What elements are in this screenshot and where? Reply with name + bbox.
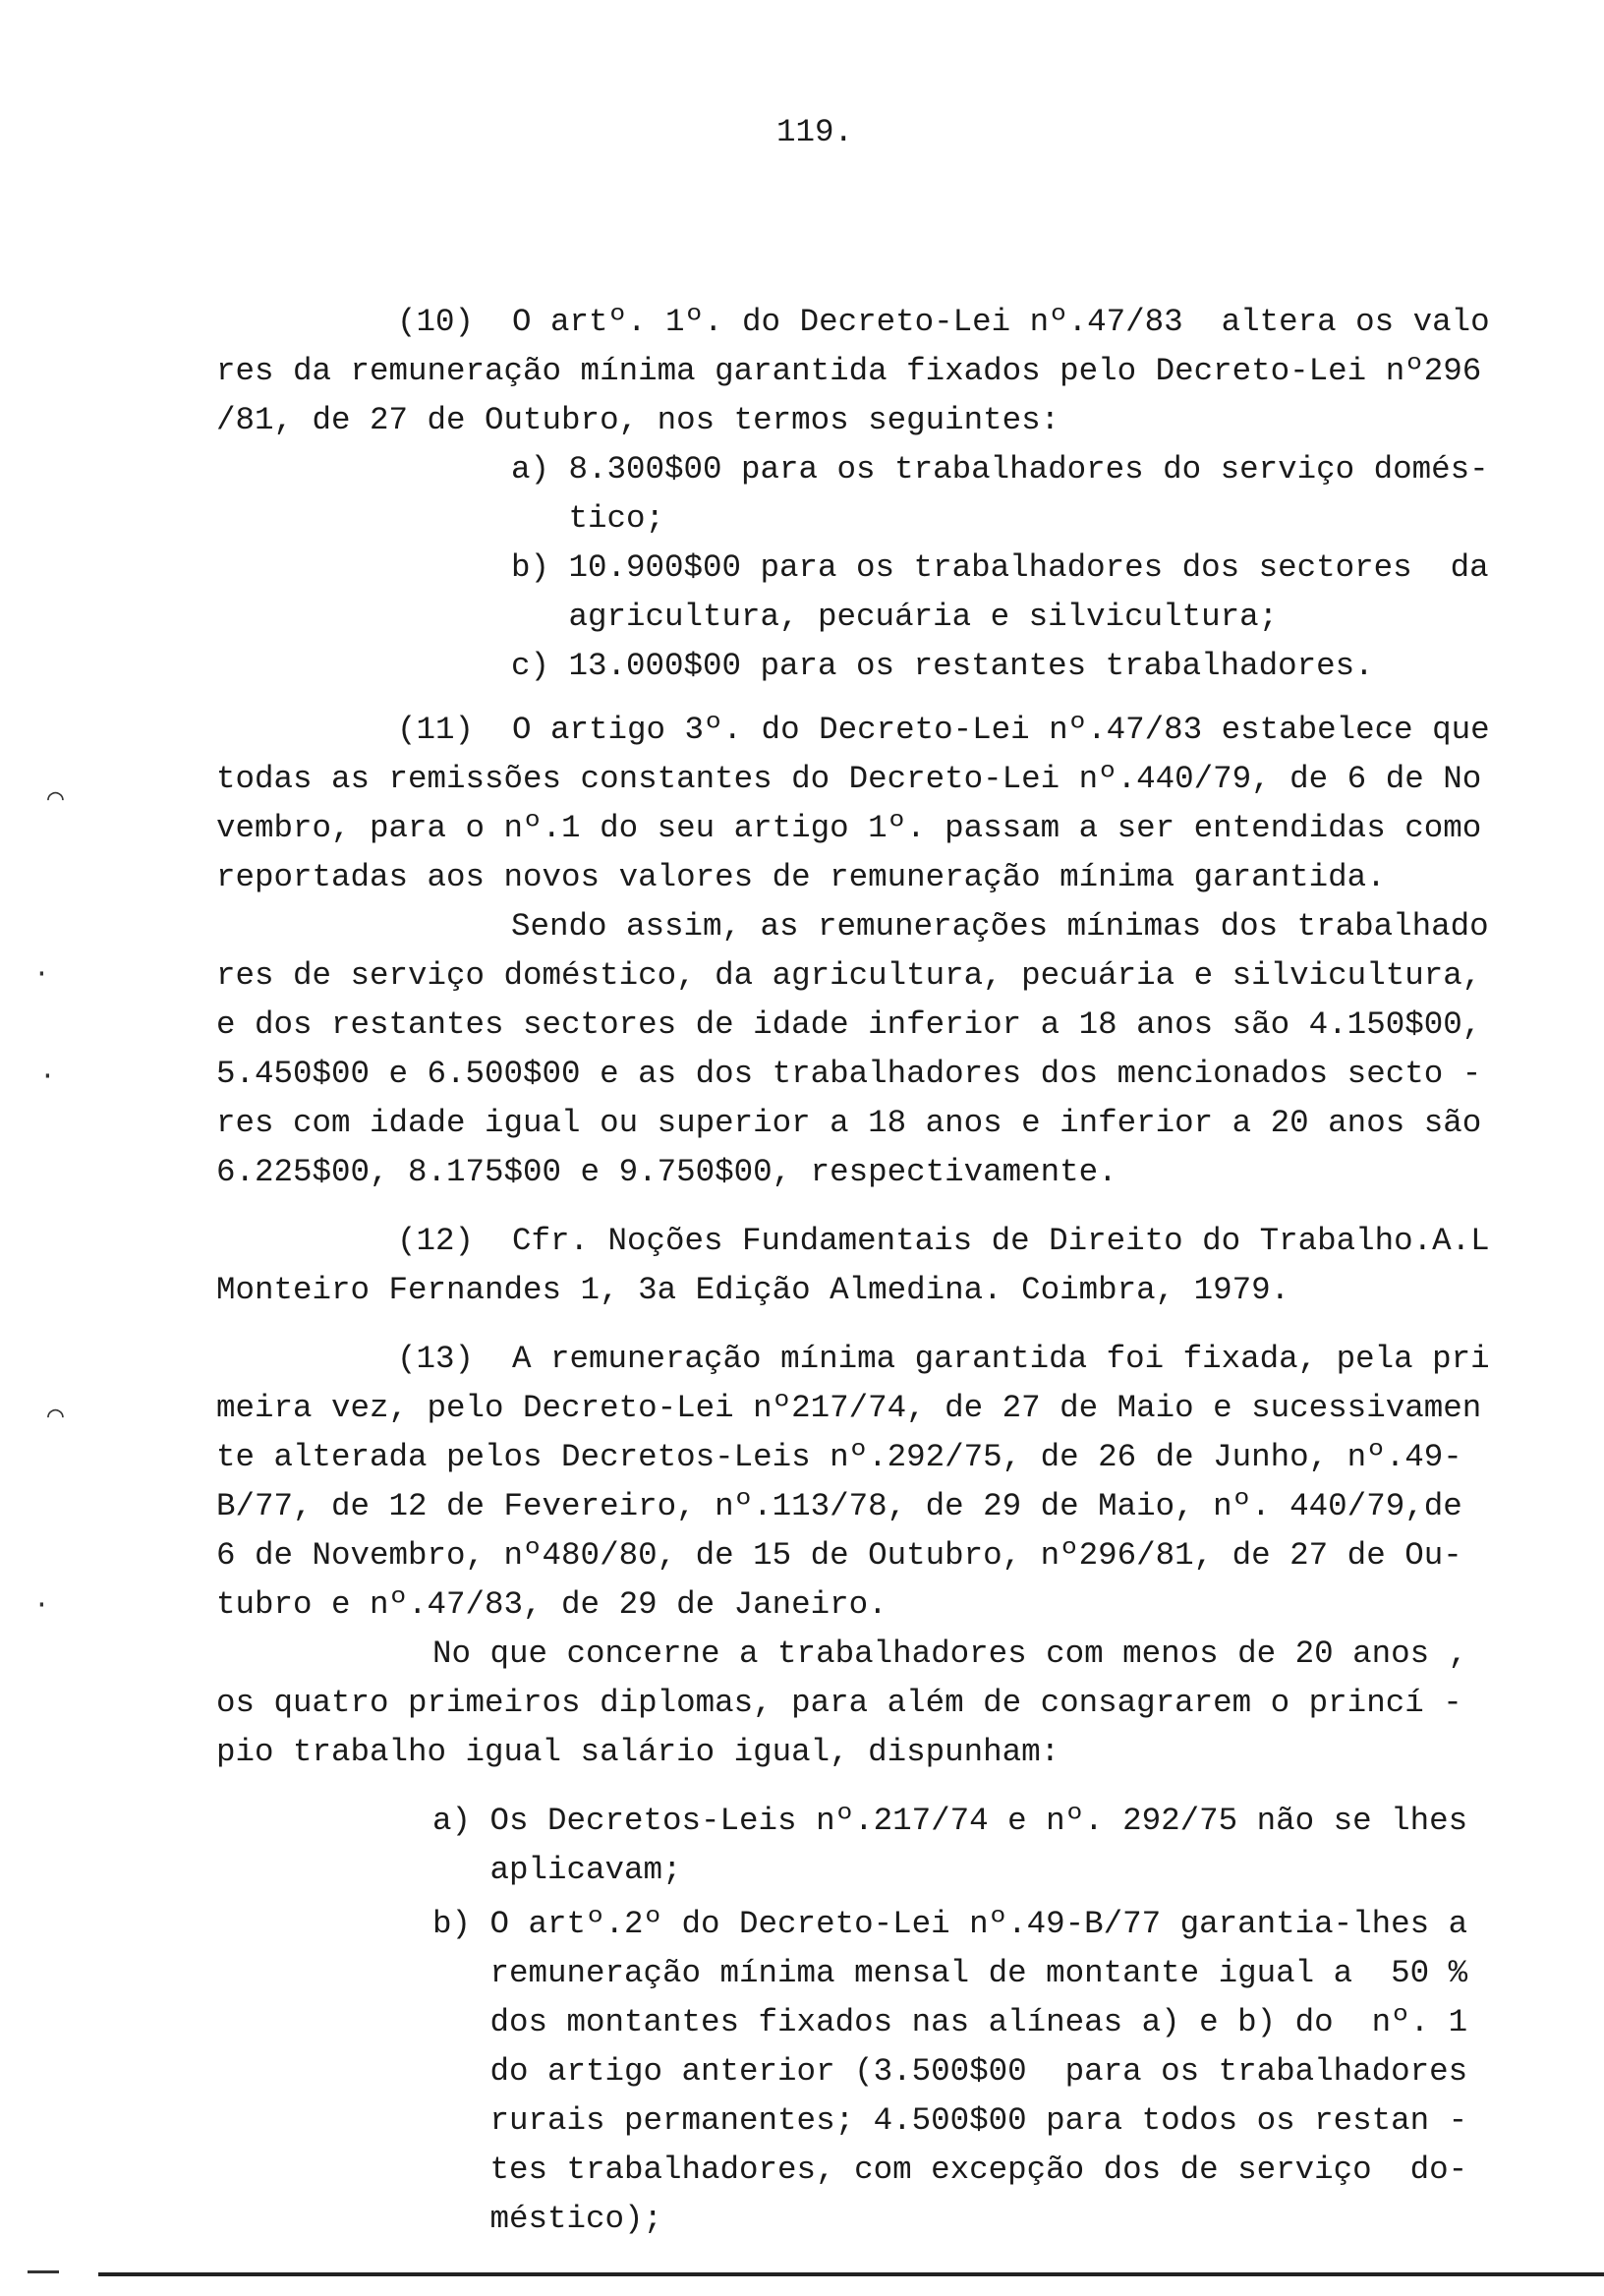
list-item-a-cont: aplicavam;: [432, 1852, 682, 1888]
text-line: os quatro primeiros diplomas, para além de consagrarem o princí -: [216, 1685, 1462, 1721]
text-line: Monteiro Fernandes 1, 3a Edição Almedina. Coimbra, 1979.: [216, 1272, 1290, 1308]
text-line: tubro e nº.47/83, de 29 de Janeiro.: [216, 1586, 888, 1623]
list-item-a: a) 8.300$00 para os trabalhadores do serviço domés-: [511, 451, 1489, 488]
footer-rule: [98, 2272, 1604, 2276]
scan-mark: ·: [39, 1062, 56, 1092]
list-item-b: b) 10.900$00 para os trabalhadores dos sectores da: [511, 549, 1489, 586]
list-item-b-cont: rurais permanentes; 4.500$00 para todos os restan -: [432, 2102, 1468, 2139]
text-line: 6.225$00, 8.175$00 e 9.750$00, respectivamente.: [216, 1154, 1117, 1190]
page-number: 119.: [776, 114, 854, 150]
scan-mark: ·: [33, 1590, 50, 1621]
list-item-a-cont: tico;: [511, 500, 665, 537]
list-item-b-cont: remuneração mínima mensal de montante igual a 50 %: [432, 1955, 1468, 1991]
text-line: res da remuneração mínima garantida fixados pelo Decreto-Lei nº296: [216, 353, 1482, 389]
text-line: meira vez, pelo Decreto-Lei nº217/74, de 27 de Maio e sucessivamen: [216, 1390, 1482, 1426]
list-item-b-cont: méstico);: [432, 2201, 663, 2237]
list-item-b-cont: tes trabalhadores, com excepção dos de serviço do-: [432, 2152, 1468, 2188]
text-line: (11) O artigo 3º. do Decreto-Lei nº.47/83 estabelece que: [397, 712, 1490, 748]
list-item-b-cont: agricultura, pecuária e silvicultura;: [511, 599, 1279, 635]
text-line: res com idade igual ou superior a 18 anos e inferior a 20 anos são: [216, 1105, 1482, 1141]
text-line: vembro, para o nº.1 do seu artigo 1º. passam a ser entendidas como: [216, 810, 1482, 846]
text-line: reportadas aos novos valores de remuneração mínima garantida.: [216, 859, 1386, 895]
text-line: Sendo assim, as remunerações mínimas dos trabalhado: [511, 908, 1489, 945]
text-line: /81, de 27 de Outubro, nos termos seguintes:: [216, 402, 1060, 438]
text-line: (10) O artº. 1º. do Decreto-Lei nº.47/83 altera os valo: [397, 304, 1490, 340]
text-line: (13) A remuneração mínima garantida foi fixada, pela pri: [397, 1341, 1490, 1377]
list-item-a: a) Os Decretos-Leis nº.217/74 e nº. 292/75 não se lhes: [432, 1803, 1468, 1839]
scan-mark: ·: [33, 959, 50, 990]
text-line: e dos restantes sectores de idade inferior a 18 anos são 4.150$00,: [216, 1006, 1482, 1043]
list-item-b-cont: dos montantes fixados nas alíneas a) e b) do nº. 1: [432, 2004, 1468, 2040]
list-item-b: b) O artº.2º do Decreto-Lei nº.49-B/77 garantia-lhes a: [432, 1906, 1468, 1942]
text-line: No que concerne a trabalhadores com menos de 20 anos ,: [432, 1636, 1468, 1672]
list-item-b-cont: do artigo anterior (3.500$00 para os trabalhadores: [432, 2053, 1468, 2090]
text-line: te alterada pelos Decretos-Leis nº.292/75, de 26 de Junho, nº.49-: [216, 1439, 1462, 1475]
footer-rule-stub: [28, 2270, 59, 2273]
scan-mark: ⌒: [47, 1402, 64, 1432]
text-line: 6 de Novembro, nº480/80, de 15 de Outubro, nº296/81, de 27 de Ou-: [216, 1537, 1462, 1574]
text-line: pio trabalho igual salário igual, dispunham:: [216, 1734, 1060, 1770]
list-item-c: c) 13.000$00 para os restantes trabalhadores.: [511, 648, 1374, 684]
text-line: 5.450$00 e 6.500$00 e as dos trabalhadores dos mencionados secto -: [216, 1056, 1482, 1092]
text-line: B/77, de 12 de Fevereiro, nº.113/78, de 29 de Maio, nº. 440/79,de: [216, 1488, 1462, 1524]
text-line: (12) Cfr. Noções Fundamentais de Direito do Trabalho.A.L: [397, 1223, 1490, 1259]
text-line: res de serviço doméstico, da agricultura, pecuária e silvicultura,: [216, 957, 1482, 994]
scan-mark: ⌒: [47, 784, 64, 815]
text-line: todas as remissões constantes do Decreto-Lei nº.440/79, de 6 de No: [216, 761, 1482, 797]
